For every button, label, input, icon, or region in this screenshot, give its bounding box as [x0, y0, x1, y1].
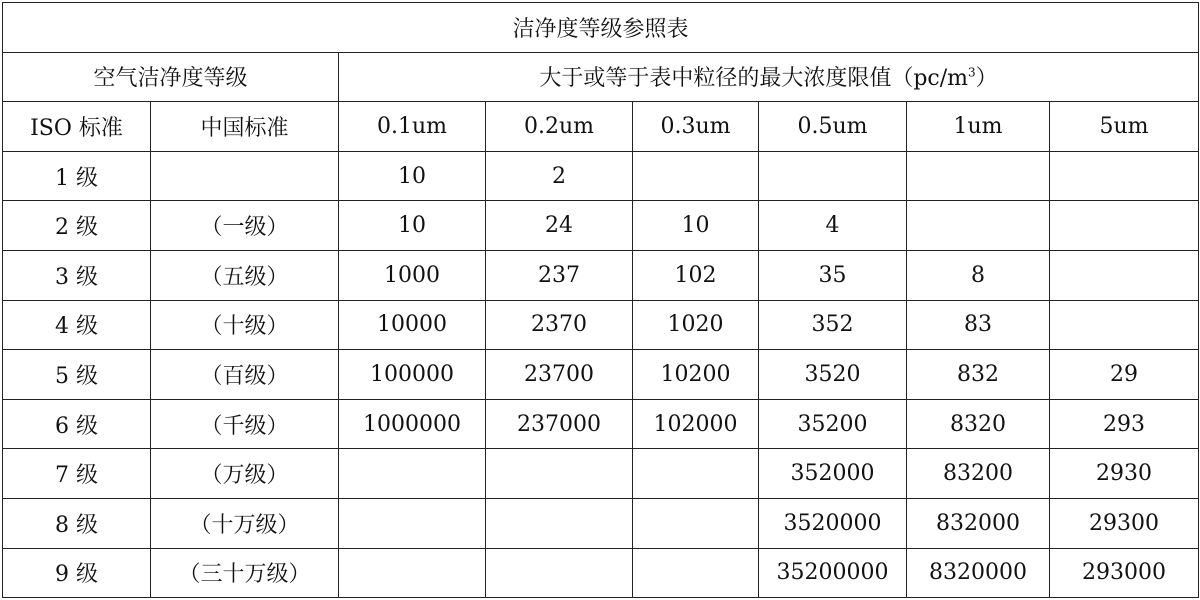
- china-class-cell: （十万级）: [151, 498, 339, 548]
- concentration-cell: 100000: [339, 350, 486, 400]
- iso-class-cell: 6 级: [3, 399, 151, 449]
- concentration-cell: 83200: [907, 449, 1050, 499]
- size-header: 0.5um: [759, 102, 907, 152]
- table-row: [3, 399, 1199, 449]
- size-header: 1um: [907, 102, 1050, 152]
- size-header: 0.2um: [486, 102, 633, 152]
- concentration-cell: 102: [633, 250, 759, 300]
- concentration-cell: 293: [1050, 399, 1199, 449]
- cleanliness-table: [2, 2, 1199, 598]
- concentration-cell: 35200: [759, 399, 907, 449]
- table-row: [3, 201, 1199, 251]
- table-row: [3, 250, 1199, 300]
- table-row: [3, 548, 1199, 598]
- concentration-cell: 10: [339, 201, 486, 251]
- concentration-cell: [907, 201, 1050, 251]
- concentration-cell: 237000: [486, 399, 633, 449]
- concentration-cell: 10: [633, 201, 759, 251]
- iso-class-cell: 7 级: [3, 449, 151, 499]
- concentration-cell: 23700: [486, 350, 633, 400]
- table-row: [3, 151, 1199, 201]
- concentration-cell: 3520: [759, 350, 907, 400]
- iso-class-cell: 2 级: [3, 201, 151, 251]
- iso-standard-header: ISO 标准: [3, 102, 151, 152]
- table-row: [3, 498, 1199, 548]
- size-header: 0.1um: [339, 102, 486, 152]
- concentration-cell: 29300: [1050, 498, 1199, 548]
- concentration-cell: 8: [907, 250, 1050, 300]
- cleanliness-class-header: 空气洁净度等级: [3, 52, 339, 102]
- size-header: 0.3um: [633, 102, 759, 152]
- concentration-cell: 29: [1050, 350, 1199, 400]
- concentration-cell: 352: [759, 300, 907, 350]
- concentration-cell: 24: [486, 201, 633, 251]
- concentration-cell: 2: [486, 151, 633, 201]
- concentration-cell: 83: [907, 300, 1050, 350]
- concentration-cell: [339, 498, 486, 548]
- table-row: [3, 350, 1199, 400]
- iso-class-cell: 5 级: [3, 350, 151, 400]
- concentration-cell: 1020: [633, 300, 759, 350]
- table-title: 洁净度等级参照表: [3, 3, 1199, 53]
- concentration-cell: 1000000: [339, 399, 486, 449]
- iso-class-cell: 9 级: [3, 548, 151, 598]
- table-row: [3, 449, 1199, 499]
- group-header-row: [3, 52, 1199, 102]
- concentration-cell: [1050, 300, 1199, 350]
- title-row: [3, 3, 1199, 53]
- concentration-cell: [759, 151, 907, 201]
- table-row: [3, 300, 1199, 350]
- concentration-cell: 10: [339, 151, 486, 201]
- china-standard-header: 中国标准: [151, 102, 339, 152]
- china-class-cell: [151, 151, 339, 201]
- concentration-cell: [633, 498, 759, 548]
- concentration-cell: 8320: [907, 399, 1050, 449]
- concentration-cell: 102000: [633, 399, 759, 449]
- concentration-cell: 293000: [1050, 548, 1199, 598]
- concentration-cell: 352000: [759, 449, 907, 499]
- concentration-cell: 2370: [486, 300, 633, 350]
- concentration-cell: [633, 151, 759, 201]
- concentration-cell: 10200: [633, 350, 759, 400]
- concentration-cell: 832000: [907, 498, 1050, 548]
- china-class-cell: （十级）: [151, 300, 339, 350]
- concentration-limit-text: 大于或等于表中粒径的最大浓度限值（pc/m: [539, 66, 969, 92]
- concentration-cell: [486, 498, 633, 548]
- iso-class-cell: 1 级: [3, 151, 151, 201]
- concentration-cell: [633, 548, 759, 598]
- unit-superscript: 3: [968, 66, 976, 81]
- concentration-cell: 1000: [339, 250, 486, 300]
- column-header-row: [3, 102, 1199, 152]
- concentration-cell: 35: [759, 250, 907, 300]
- iso-class-cell: 4 级: [3, 300, 151, 350]
- china-class-cell: （一级）: [151, 201, 339, 251]
- concentration-cell: [339, 449, 486, 499]
- concentration-cell: [486, 548, 633, 598]
- concentration-cell: 237: [486, 250, 633, 300]
- china-class-cell: （千级）: [151, 399, 339, 449]
- concentration-cell: [907, 151, 1050, 201]
- concentration-cell: 4: [759, 201, 907, 251]
- china-class-cell: （三十万级）: [151, 548, 339, 598]
- concentration-limit-header: [339, 52, 1199, 102]
- concentration-cell: 3520000: [759, 498, 907, 548]
- concentration-limit-close: ）: [975, 66, 998, 92]
- concentration-cell: [1050, 201, 1199, 251]
- concentration-cell: 832: [907, 350, 1050, 400]
- concentration-cell: 2930: [1050, 449, 1199, 499]
- concentration-cell: 35200000: [759, 548, 907, 598]
- size-header: 5um: [1050, 102, 1199, 152]
- concentration-cell: [1050, 151, 1199, 201]
- concentration-cell: 10000: [339, 300, 486, 350]
- china-class-cell: （五级）: [151, 250, 339, 300]
- concentration-cell: [1050, 250, 1199, 300]
- china-class-cell: （万级）: [151, 449, 339, 499]
- iso-class-cell: 3 级: [3, 250, 151, 300]
- china-class-cell: （百级）: [151, 350, 339, 400]
- concentration-cell: [486, 449, 633, 499]
- concentration-cell: 8320000: [907, 548, 1050, 598]
- concentration-cell: [339, 548, 486, 598]
- iso-class-cell: 8 级: [3, 498, 151, 548]
- concentration-cell: [633, 449, 759, 499]
